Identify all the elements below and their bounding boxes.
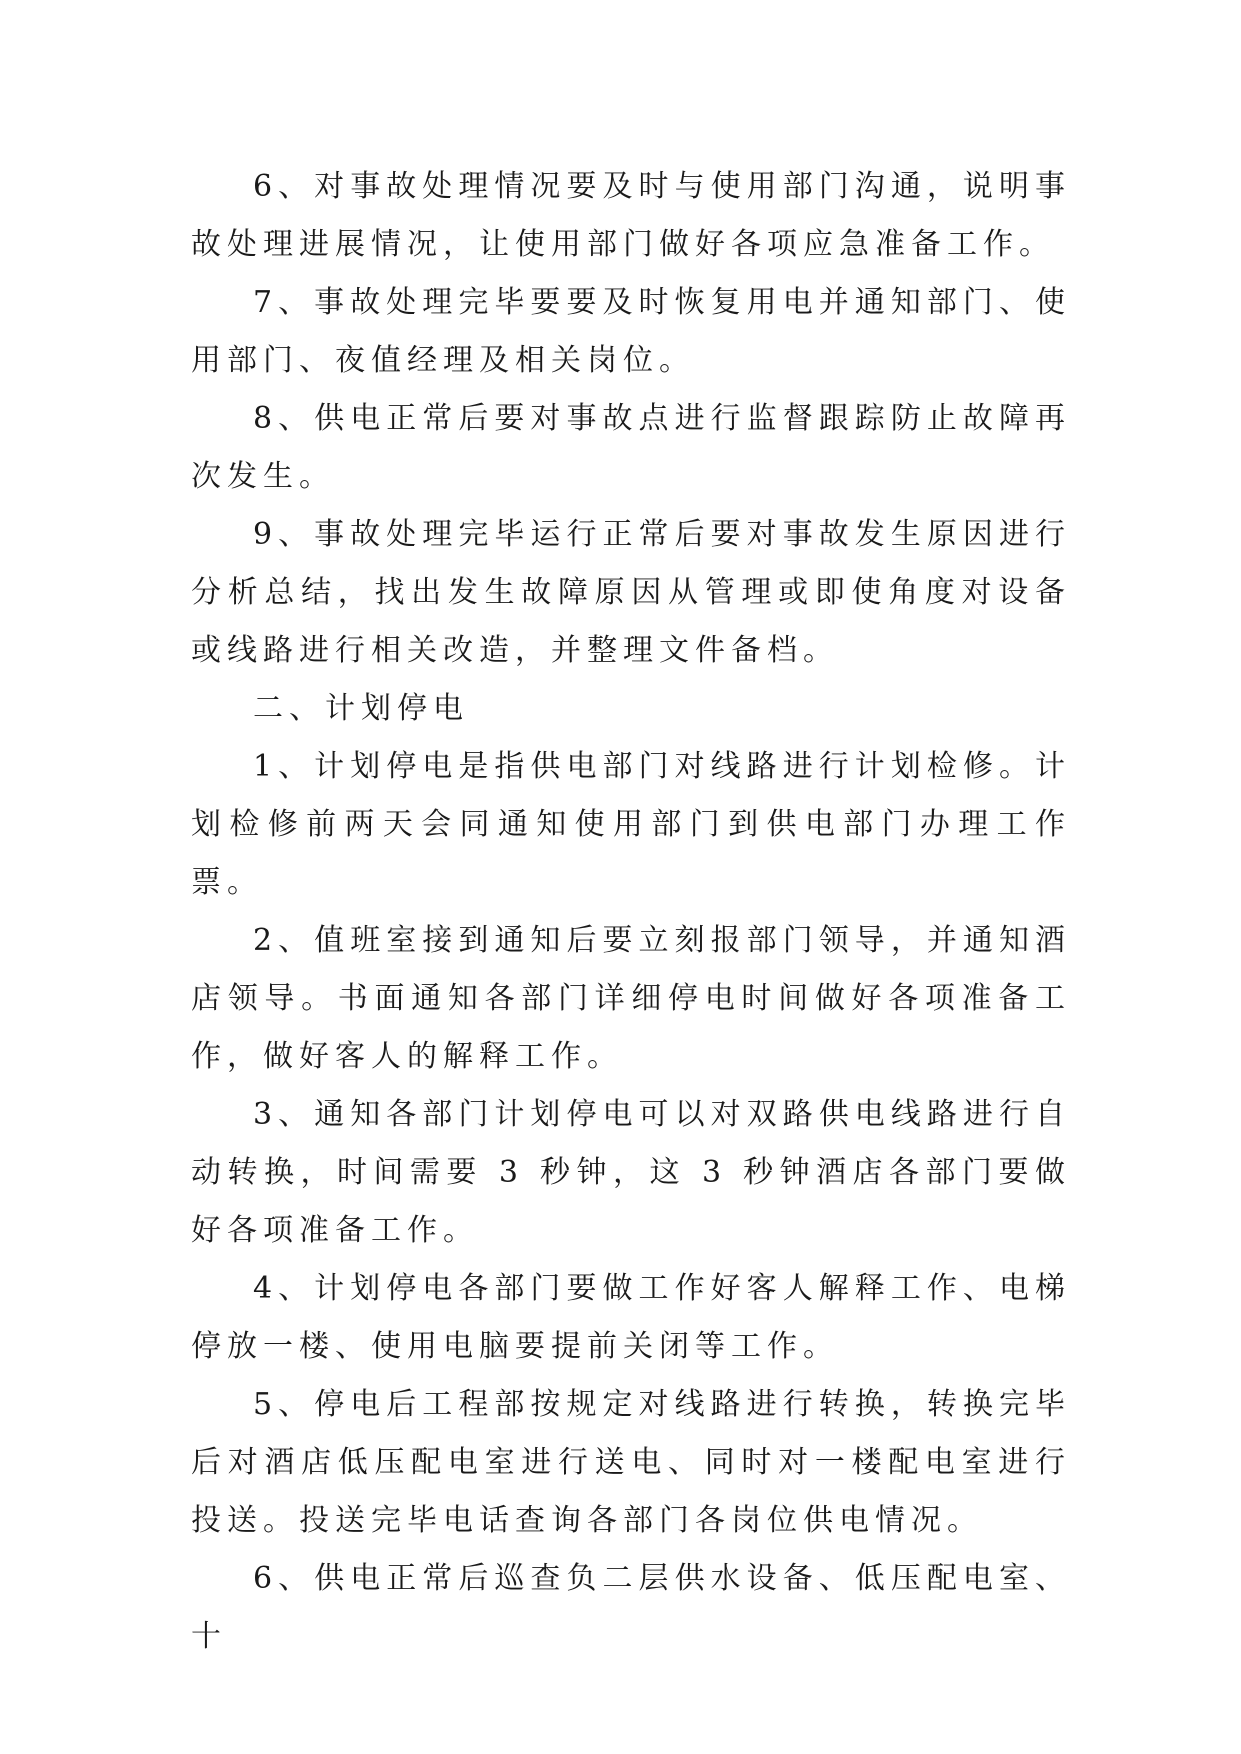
paragraph-planned-4: 4、计划停电各部门要做工作好客人解释工作、电梯停放一楼、使用电脑要提前关闭等工作。 [191,1271,1071,1364]
section-heading-planned-outage: 二、计划停电 [253,691,469,726]
paragraph-planned-1: 1、计划停电是指供电部门对线路进行计划检修。计划检修前两天会同通知使用部门到供电部门办理工作票。 [191,749,1071,900]
paragraph-planned-6: 6、供电正常后巡查负二层供水设备、低压配电室、十 [191,1561,1071,1654]
document-body [191,158,1071,1666]
paragraph-planned-5: 5、停电后工程部按规定对线路进行转换，转换完毕后对酒店低压配电室进行送电、同时对一楼配电室进行投送。投送完毕电话查询各部门各岗位供电情况。 [191,1387,1071,1538]
paragraph-incident-7: 7、事故处理完毕要要及时恢复用电并通知部门、使用部门、夜值经理及相关岗位。 [191,285,1071,378]
paragraph-planned-2: 2、值班室接到通知后要立刻报部门领导，并通知酒店领导。书面通知各部门详细停电时间做好各项准备工作，做好客人的解释工作。 [191,923,1071,1074]
paragraph-planned-3: 3、通知各部门计划停电可以对双路供电线路进行自动转换，时间需要 3 秒钟，这 3 秒钟酒店各部门要做好各项准备工作。 [191,1097,1071,1248]
paragraph-incident-6: 6、对事故处理情况要及时与使用部门沟通，说明事故处理进展情况，让使用部门做好各项应急准备工作。 [191,169,1071,262]
paragraph-incident-9: 9、事故处理完毕运行正常后要对事故发生原因进行分析总结，找出发生故障原因从管理或即使角度对设备或线路进行相关改造，并整理文件备档。 [191,517,1071,668]
paragraph-incident-8: 8、供电正常后要对事故点进行监督跟踪防止故障再次发生。 [191,401,1071,494]
